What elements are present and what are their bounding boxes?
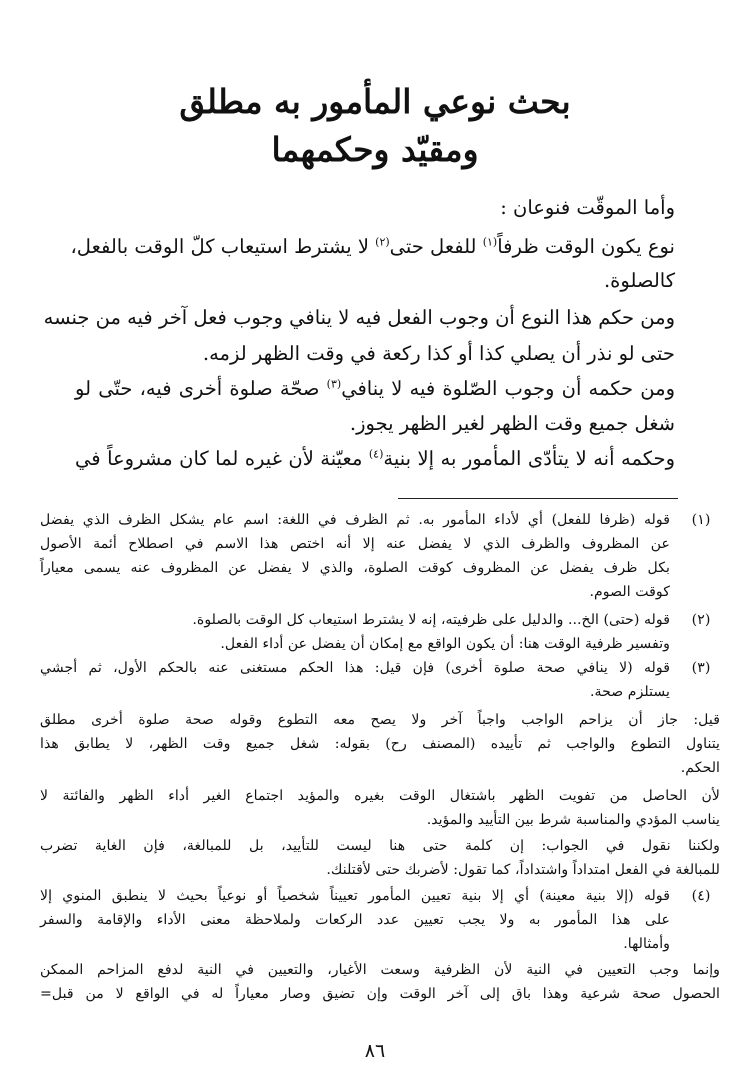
footnote-marker: (٣) (326, 377, 342, 391)
footnote-text: كوقت الصوم. (589, 584, 670, 600)
footnote-text: قيل: جاز أن يزاحم الواجب واجباً آخر ولا يصح معه التطوع وقوله صحة صلوة أخرى مطلق (40, 712, 720, 728)
footnote-text: ولكننا نقول في الجواب: إن كلمة حتى هنا ليست للتأييد، بل للمبالغة، فإن الغاية تضرب (40, 838, 720, 854)
body-text: للفعل حتى (389, 235, 483, 258)
body-line: حتى لو نذر أن يصلي كذا أو كذا ركعة في وقت الظهر لزمه. (202, 342, 675, 365)
body-text: نوع يكون الوقت ظرفاً (497, 235, 675, 258)
footnote-text: للمبالغة في الفعل امتداداً واشتداداً، كما تقول: لأضربك حتى لأقتلنك. (326, 862, 720, 878)
footnote-text: قوله (حتى) الخ... والدليل على ظرفيته، إنه لا يشترط استيعاب كل الوقت بالصلوة. (192, 612, 670, 628)
footnote-separator (398, 498, 678, 499)
footnote-text: قوله (لا ينافي صحة صلوة أخرى) فإن قيل: هذا الحكم مستغنى عنه بالحكم الأول، ثم أجشي (40, 660, 670, 676)
footnote-text: على هذا المأمور به ولا يجب تعيين عدد الركعات ولملاحظة معنى الأداء والإقامة والسفر (40, 912, 670, 928)
body-line: شغل جميع وقت الظهر لغير الظهر يجوز. (349, 412, 675, 435)
footnote-text: وإنما وجب التعيين في النية لأن الظرفية وسعت الأغيار، والتعيين في النية لدفع المزاحم الممكن (40, 962, 720, 978)
body-text: صحّة صلوة أخرى فيه، حتّى لو (75, 377, 327, 400)
page-number: ٨٦ (364, 1040, 386, 1062)
body-line (75, 444, 675, 474)
footnote-text: قوله (ظرفا للفعل) أي لأداء المأمور به. ثم الظرف في اللغة: اسم عام يشكل الظرف الذي يفضل (40, 512, 670, 528)
footnote-text: يناسب المؤدي والمناسبة شرط بين التأييد والمؤيد. (426, 812, 720, 828)
footnote-text: الحكم. (680, 760, 720, 776)
footnote-marker: (٤) (368, 447, 384, 461)
footnote-text: لأن الحاصل من تفويت الظهر باشتغال الوقت بغيره والمؤيد اجتماع الغير أداء الظهر والفائتة لا (40, 788, 720, 804)
footnote-number: (٢) (691, 612, 711, 628)
footnote-marker: (١) (482, 235, 498, 249)
body-text: معيّنة لأن غيره لما كان مشروعاً في (75, 447, 369, 470)
body-line: ومن حكم هذا النوع أن وجوب الفعل فيه لا ينافي وجوب فعل آخر فيه من جنسه (43, 306, 675, 329)
chapter-title-line-2: ومقيّد وحكمهما (271, 130, 479, 169)
body-text: وحكمه أنه لا يتأدّى المأمور به إلا بنية (383, 447, 675, 470)
footnote-text: وأمثالها. (623, 936, 670, 952)
footnote-number: (٤) (691, 888, 711, 904)
body-text: ومن حكمه أن وجوب الصّلوة فيه لا ينافي (341, 377, 675, 400)
footnote-marker: (٢) (375, 235, 390, 249)
body-line (70, 232, 675, 262)
body-line: وأما الموقّت فنوعان : (500, 196, 675, 219)
footnote-number: (٣) (691, 660, 711, 676)
footnote-text: وتفسير ظرفية الوقت هنا: أن يكون الواقع مع إمكان أن يفضل عن أداء الفعل. (220, 636, 670, 652)
footnote-text: يستلزم صحة. (589, 684, 670, 700)
body-line: كالصلوة. (603, 269, 675, 292)
body-text: لا يشترط استيعاب كلّ الوقت بالفعل، (70, 235, 376, 258)
body-line (75, 374, 675, 404)
footnote-text: بكل ظرف يفضل عن المظروف كوقت الصلوة، والذي لا يفضل عن المظروف عنه يسمى معياراً (40, 560, 670, 576)
footnote-number: (١) (691, 512, 711, 528)
footnote-text: قوله (إلا بنية معينة) أي إلا بنية تعيين المأمور تعييناً شخصياً أو نوعياً بحيث لا ينطبق المنوي إلا (40, 888, 670, 904)
footnote-text: عن المظروف والظرف الذي لا يفضل عنه إلا أنه اختص هذا الاسم في اصطلاح أئمة الأصول (40, 536, 670, 552)
footnote-text: الحصول صحة شرعية وهذا باق إلى آخر الوقت وإن تضيق وصار معياراً له في الواقع لا من قبل= (40, 986, 720, 1002)
chapter-title-line-1: بحث نوعي المأمور به مطلق (179, 82, 571, 121)
footnote-text: يتناول التطوع والواجب ثم تأييده (المصنف رح) بقوله: شغل جميع وقت الظهر، لا يطابق هذا (40, 736, 720, 752)
